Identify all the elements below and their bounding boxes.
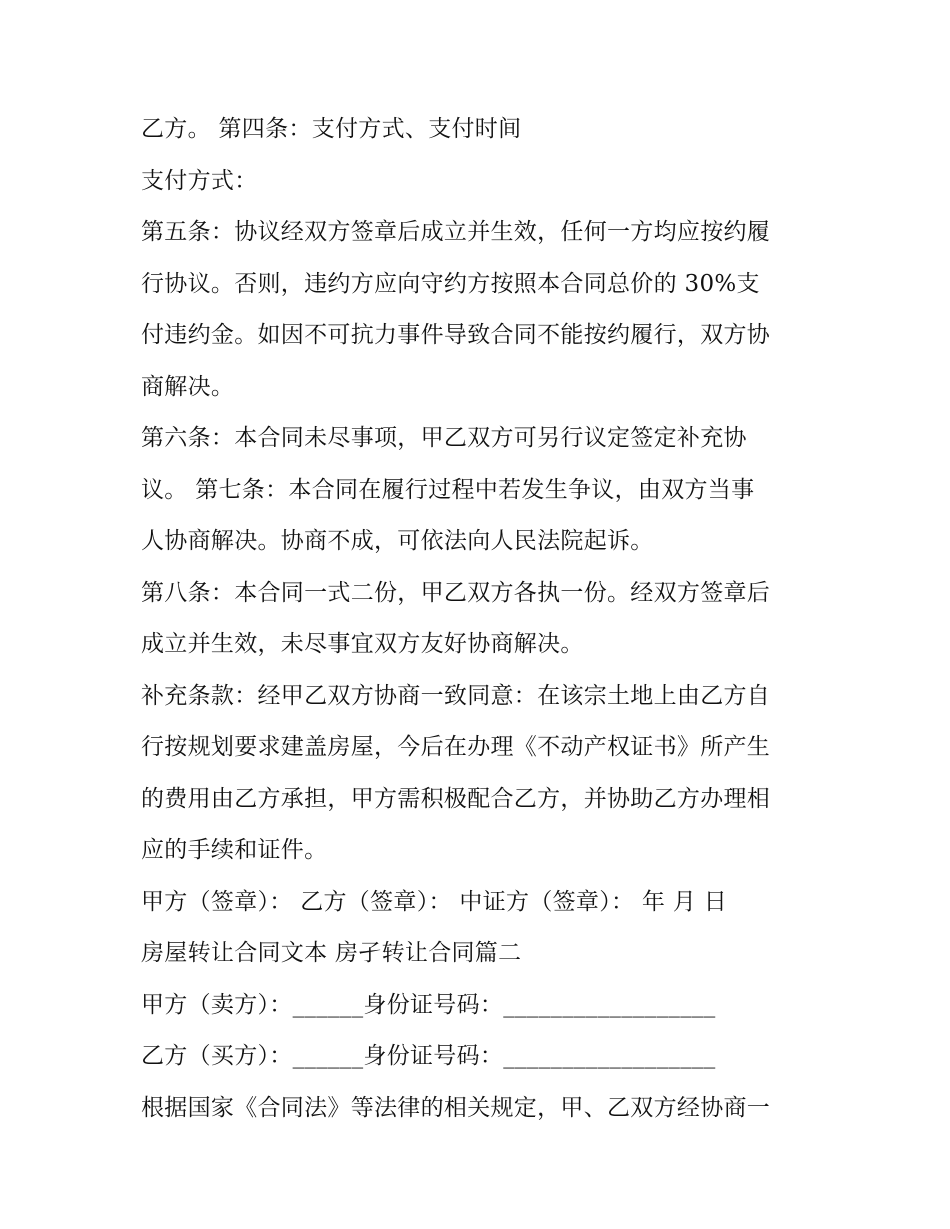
party-a-line: 甲方（卖方）：______身份证号码：__________________ xyxy=(141,991,716,1018)
contract-body-text xyxy=(141,108,821,1138)
text-line: 行协议。否则，违约方应向守约方按照本合同总价的 30%支 xyxy=(141,270,760,297)
signature-line: 甲方（签章）： 乙方（签章）： 中证方（签章）： 年 月 日 xyxy=(141,888,728,915)
text-line: 第五条：协议经双方签章后成立并生效，任何一方均应按约履 xyxy=(141,219,771,245)
text-line: 行按规划要求建盖房屋，今后在办理《不动产权证书》所产生 xyxy=(141,734,771,760)
text-line: 商解决。 xyxy=(141,373,235,400)
text-line: 议。 第七条：本合同在履行过程中若发生争议，由双方当事 xyxy=(141,476,755,503)
text-line: 应的手续和证件。 xyxy=(141,837,328,863)
text-line: 付违约金。如因不可抗力事件导致合同不能按约履行，双方协 xyxy=(141,322,771,348)
text-line: 第八条：本合同一式二份，甲乙双方各执一份。经双方签章后 xyxy=(141,579,771,606)
party-b-line: 乙方（买方）：______身份证号码：__________________ xyxy=(141,1043,716,1069)
text-line: 根据国家《合同法》等法律的相关规定，甲、乙双方经协商一 xyxy=(141,1094,771,1121)
text-line: 第六条：本合同未尽事项，甲乙双方可另行议定签定补充协 xyxy=(141,425,747,451)
text-line: 支付方式： xyxy=(141,167,258,194)
section-heading: 房屋转让合同文本 房孑转让合同篇二 xyxy=(141,940,522,966)
text-line: 补充条款：经甲乙双方协商一致同意：在该宗土地上由乙方自 xyxy=(141,682,771,709)
text-line: 的费用由乙方承担，甲方需积极配合乙方，并协助乙方办理相 xyxy=(141,785,771,812)
text-line: 成立并生效，未尽事宜双方友好协商解决。 xyxy=(141,631,584,657)
text-line: 人协商解决。协商不成，可依法向人民法院起诉。 xyxy=(141,528,654,554)
text-line: 乙方。 第四条：支付方式、支付时间 xyxy=(141,116,522,142)
